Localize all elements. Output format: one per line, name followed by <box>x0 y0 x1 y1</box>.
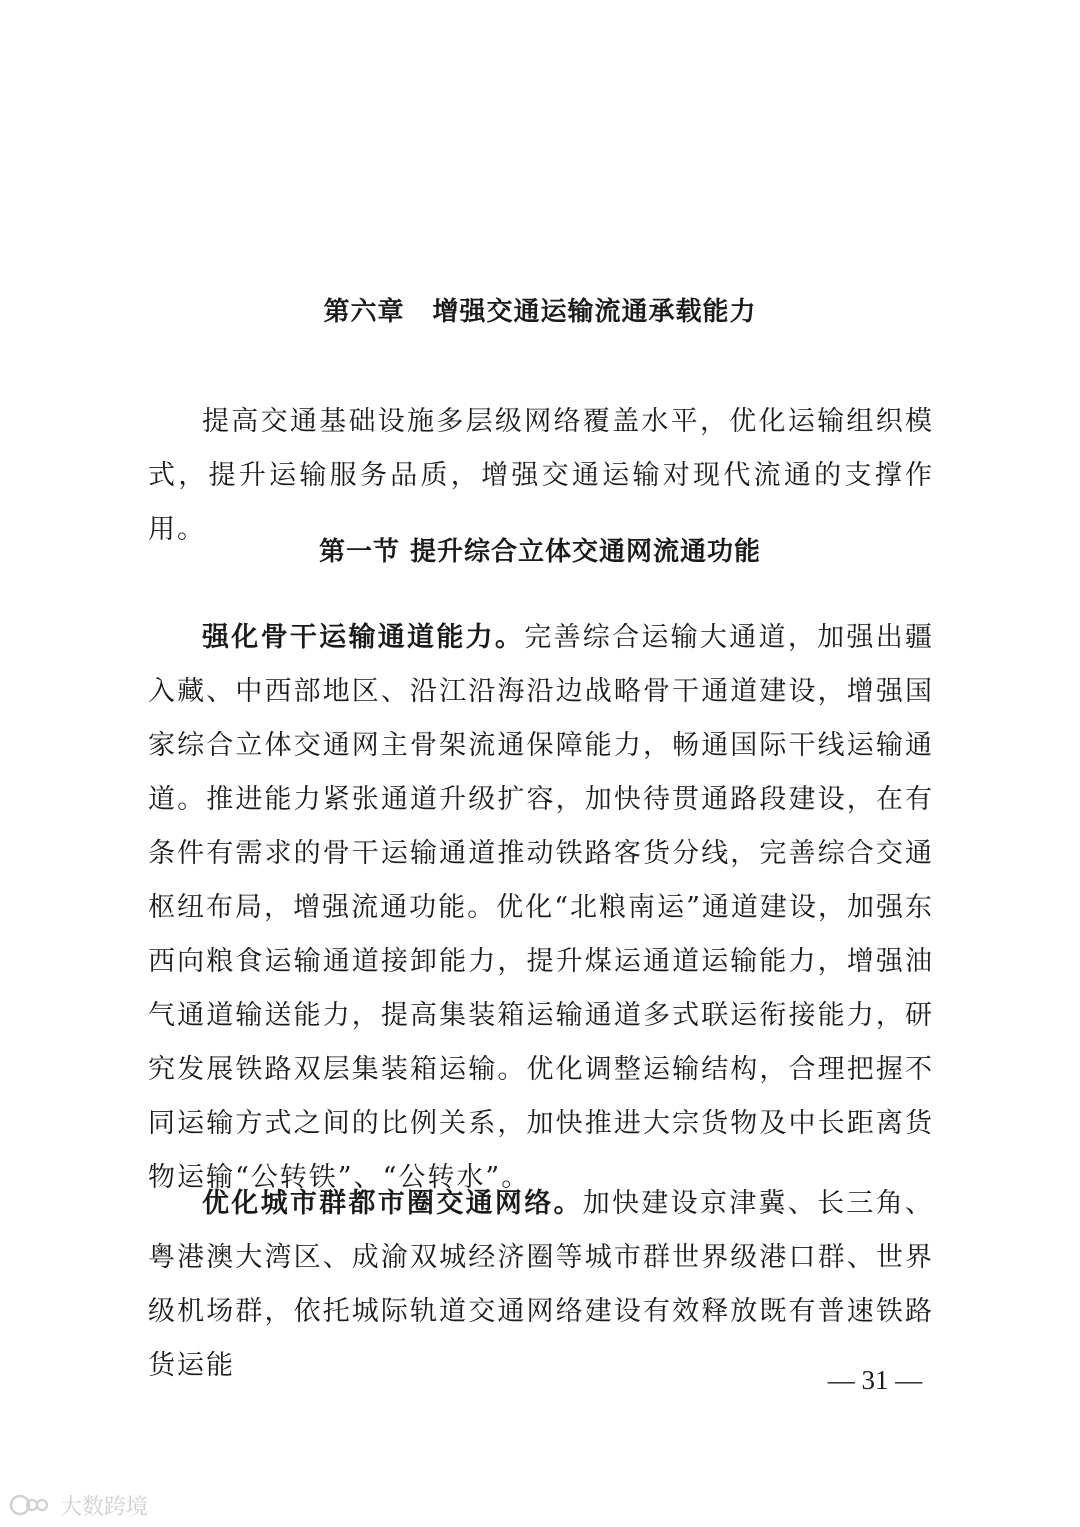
watermark <box>8 1490 148 1520</box>
page-number: — 31 — <box>827 1365 923 1395</box>
paragraph-body: 加快建设京津冀、长三角、粤港澳大湾区、成渝双城经济圈等城市群世界级港口群、世界级机场群，依托城际轨道交通网络建设有效释放既有普速铁路货运能 <box>148 1188 935 1381</box>
paragraph-lead: 强化骨干运输通道能力。 <box>202 622 525 653</box>
watermark-text: 大数跨境 <box>60 1494 149 1520</box>
section-title: 提升综合立体交通网流通功能 <box>410 537 762 567</box>
body-paragraph <box>148 611 934 1205</box>
chapter-title: 增强交通运输流通承载能力 <box>432 297 757 327</box>
logo-icon <box>8 1492 54 1518</box>
paragraph-lead: 优化城市群都市圈交通网络。 <box>202 1188 583 1219</box>
section-heading <box>0 532 1080 572</box>
body-paragraph <box>148 1177 934 1393</box>
paragraph-body: 完善综合运输大通道，加强出疆入藏、中西部地区、沿江沿海沿边战略骨干通道建设，增强国家综合立体交通网主骨架流通保障能力，畅通国际干线运输通道。推进能力紧张通道升级扩容，加快待贯通路段建设，在有条件有需求的骨干运输通道推动铁路客货分线，完善综合交通枢纽布局，增强流通功能。优化“北粮南运”通道建设，加强东西向粮食运输通道接卸能力，提升煤运通道运输能力，增强油气通道输送能力，提高集装箱运输通道多式联运衔接能力，研究发展铁路双层集装箱运输。优化调整运输结构，合理把握不同运输方式之间的比例关系，加快推进大宗货物及中长距离货物运输“公转铁”、“公转水”。 <box>148 622 935 1193</box>
chapter-heading <box>0 292 1080 332</box>
section-number: 第一节 <box>318 537 400 567</box>
chapter-number: 第六章 <box>323 297 405 327</box>
intro-paragraph: 提高交通基础设施多层级网络覆盖水平，优化运输组织模式，提升运输服务品质，增强交通运输对现代流通的支撑作用。 <box>148 406 934 545</box>
